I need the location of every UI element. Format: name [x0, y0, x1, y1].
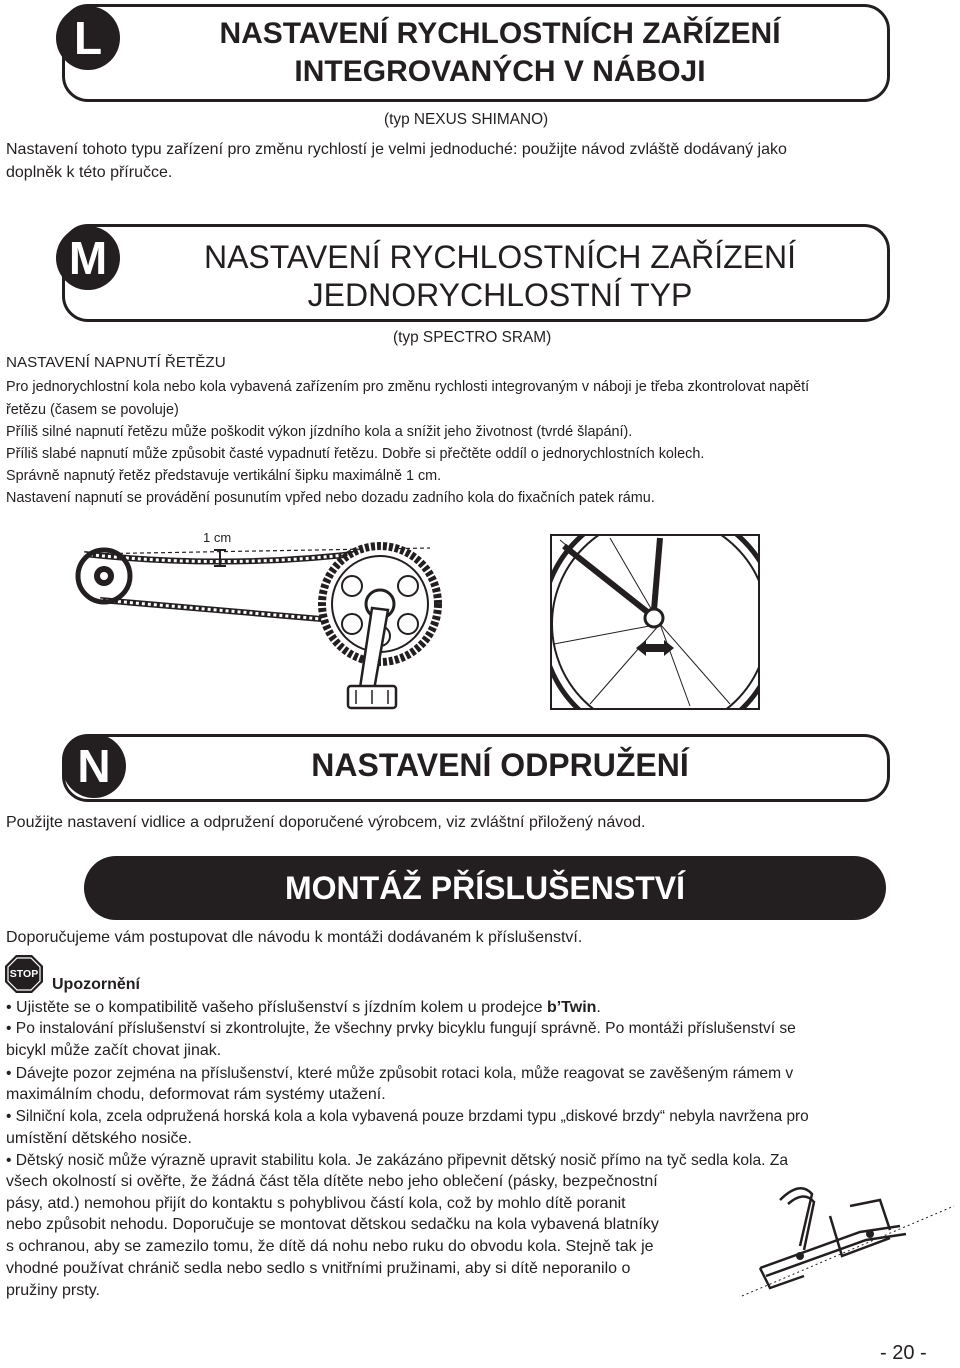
bullet-1-text: • Ujistěte se o kompatibilitě vašeho příslušenství s jízdním kolem u prodejce — [6, 999, 547, 1016]
bike-rack-illustration — [740, 1176, 956, 1304]
chain-tension-illustration — [70, 528, 490, 728]
section-m-line-2: Příliš silné napnutí řetězu může poškodit výkon jízdního kola a snížit jeho životnost (tvrdé šlapání). — [6, 424, 633, 440]
accessories-title: MONTÁŽ PŘÍSLUŠENSTVÍ — [284, 870, 685, 906]
stop-sign-label: STOP — [9, 968, 39, 980]
section-l-body-line1: Nastavení tohoto typu zařízení pro změnu rychlostí je velmi jednoduché: použijte návod zvláště dodávaný jako — [6, 141, 787, 158]
section-l-title-line1: NASTAVENÍ RYCHLOSTNÍCH ZAŘÍZENÍ — [219, 17, 781, 50]
page-number: - 20 - — [880, 1342, 927, 1364]
bullet-5-line-6: pružiny prsty. — [6, 1282, 100, 1299]
section-m-line-0: Pro jednorychlostní kola nebo kola vybavená zařízením pro změnu rychlosti integrovaným v náboji je třeba zkontrolovat napětí — [6, 379, 810, 395]
section-m-badge: M — [56, 226, 120, 290]
bullet-5-line-3: nebo způsobit nehodu. Doporučuje se montovat dětskou sedačku na kola vybavená blatníky — [6, 1216, 659, 1233]
rear-wheel-illustration — [550, 534, 760, 710]
section-l-subtitle: (typ NEXUS SHIMANO) — [384, 111, 549, 128]
section-m-line-1: řetězu (časem se povoluje) — [6, 402, 179, 418]
section-l-body-line2: doplněk k této příručce. — [6, 164, 173, 181]
section-m-line-5: Nastavení napnutí se provádění posunutím vpřed nebo dozadu zadního kola do fixačních patek rámu. — [6, 490, 655, 506]
bullet-5-line-0: • Dětský nosič může výrazně upravit stabilitu kola. Je zakázáno připevnit dětský nosič přímo na tyč sedla kola. Za — [6, 1152, 789, 1169]
section-n-title: NASTAVENÍ ODPRUŽENÍ — [311, 747, 689, 783]
section-m-line-4: Správně napnutý řetěz představuje vertikální šipku maximálně 1 cm. — [6, 468, 442, 484]
bullet-5-line-1: všech okolností si ověřte, že žádná část těla dítěte nebo jeho oblečení (pásky, bezpečnostní — [6, 1173, 658, 1190]
section-m-subtitle: (typ SPECTRO SRAM) — [393, 329, 552, 346]
accessories-intro: Doporučujeme vám postupovat dle návodu k montáži dodávaném k příslušenství. — [6, 929, 583, 946]
section-m-title-line1: NASTAVENÍ RYCHLOSTNÍCH ZAŘÍZENÍ — [203, 239, 797, 275]
section-l-title-line2: INTEGROVANÝCH V NÁBOJI — [294, 55, 706, 88]
section-m-title-line2: JEDNORYCHLOSTNÍ TYP — [307, 277, 693, 313]
section-n-badge: N — [62, 734, 126, 798]
bullet-1-end: . — [596, 999, 601, 1016]
bullet-5-line-5: vhodné používat chránič sedla nebo sedlo s vnitřními pružinami, aby si dítě neporanilo o — [6, 1260, 631, 1277]
section-m-heading: NASTAVENÍ NAPNUTÍ ŘETĚZU — [6, 354, 226, 371]
section-n-body: Použijte nastavení vidlice a odpružení doporučené výrobcem, viz zvláštní přiložený návod. — [6, 814, 646, 831]
bullet-4-line-2: umístění dětského nosiče. — [6, 1130, 192, 1147]
bullet-2-line-1: • Po instalování příslušenství si zkontrolujte, že všechny prvky bicyklu fungují správně. Po montáži příslušenství se — [6, 1020, 796, 1037]
bullet-5-line-2: pásy, atd.) nemohou přijít do kontaktu s pohyblivou částí kola, což by mohlo dítě poranit — [6, 1195, 626, 1212]
bullet-5-line-4: s ochranou, aby se zamezilo tomu, že dítě dá nohu nebo ruku do obvodu kola. Stejně tak je — [6, 1238, 654, 1255]
bullet-2-line-2: bicykl může začít chovat jinak. — [6, 1042, 222, 1059]
brand-name: b’Twin — [546, 999, 597, 1016]
section-m-line-3: Příliš slabé napnutí může způsobit časté vypadnutí řetězu. Dobře si přečtěte oddíl o jednorychlostních kolech. — [6, 446, 705, 462]
section-l-badge: L — [56, 6, 120, 70]
bullet-3-line-2: maximálním chodu, deformovat rám systémy utažení. — [6, 1086, 386, 1103]
bullet-4-line-1: • Silniční kola, zcela odpružená horská kola a kola vybavená pouze brzdami typu „diskové brzdy“ nebyla navržena pro — [6, 1108, 809, 1125]
bullet-1 — [6, 997, 601, 1019]
bullet-3-line-1: • Dávejte pozor zejména na příslušenství, které může způsobit rotaci kola, může reagovat se zavěšeným rámem v — [6, 1065, 794, 1082]
chain-measure-label: 1 cm — [203, 530, 232, 545]
warning-title: Upozornění — [52, 976, 140, 993]
